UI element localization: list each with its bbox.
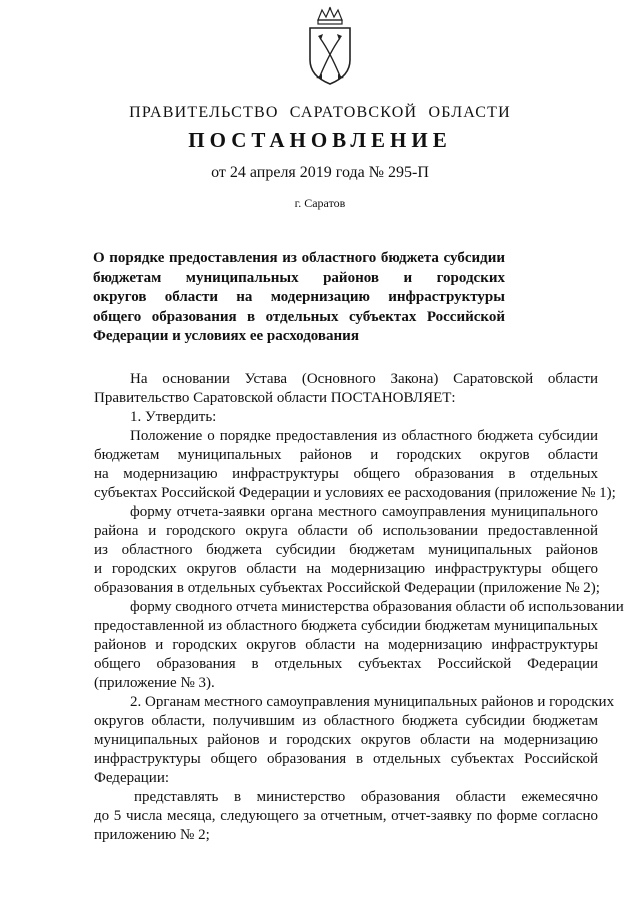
body-line: На основании Устава (Основного Закона) Саратовской области: [130, 371, 598, 387]
title-line: Федерации и условиях ее расходования: [93, 328, 359, 344]
body-line: предоставленной из областного бюджета субсидии бюджетам муниципальных: [94, 618, 598, 634]
document-type: ПОСТАНОВЛЕНИЕ: [188, 128, 452, 152]
body-line: на модернизацию инфраструктуры общего образования в отдельных: [94, 466, 598, 482]
body-line: общего образования в отдельных субъектах Российской Федерации: [94, 656, 598, 672]
body-line: форму отчета-заявки органа местного самоуправления муниципального: [130, 504, 598, 520]
title-line: О порядке предоставления из областного бюджета субсидии: [93, 250, 505, 266]
body-line: округов области, получившим из областного бюджета субсидии бюджетам: [94, 713, 598, 729]
coat-of-arms-emblem: [300, 6, 360, 88]
body-line: муниципальных районов и городских округов области на модернизацию: [94, 732, 598, 748]
body-line: до 5 числа месяца, следующего за отчетным, отчет-заявку по форме согласно: [94, 808, 598, 824]
document-title: [93, 249, 505, 347]
body-line: приложению № 2;: [94, 827, 210, 843]
body-line: субъектах Российской Федерации и условиях ее расходования (приложение № 1);: [94, 485, 616, 501]
body-line: из областного бюджета субсидии бюджетам муниципальных районов: [94, 542, 598, 558]
body-line: образования в отдельных субъектах Российской Федерации (приложение № 2);: [94, 580, 600, 596]
title-line: округов области на модернизацию инфраструктуры: [93, 289, 505, 305]
title-line: бюджетам муниципальных районов и городских: [93, 269, 505, 286]
document-body: [94, 370, 624, 845]
body-line: представлять в министерство образования области ежемесячно: [134, 789, 598, 805]
body-line: (приложение № 3).: [94, 675, 215, 691]
government-name: ПРАВИТЕЛЬСТВО САРАТОВСКОЙ ОБЛАСТИ: [129, 104, 511, 121]
body-line: 1. Утвердить:: [130, 409, 217, 425]
body-line: форму сводного отчета министерства образования области об использовании: [130, 599, 624, 615]
body-line: Федерации:: [94, 770, 170, 786]
body-line: района и городского округа области об использовании предоставленной: [94, 523, 598, 539]
title-line: общего образования в отдельных субъектах Российской: [93, 308, 505, 325]
body-line: бюджетам муниципальных районов и городских округов области: [94, 447, 598, 463]
body-line: Правительство Саратовской области ПОСТАНОВЛЯЕТ:: [94, 390, 456, 406]
body-line: и городских округов области на модернизацию инфраструктуры общего: [94, 561, 598, 577]
date-number: от 24 апреля 2019 года № 295-П: [211, 164, 429, 181]
city: г. Саратов: [294, 196, 346, 210]
body-line: районов и городских округов области на модернизацию инфраструктуры: [94, 637, 598, 653]
body-line: Положение о порядке предоставления из областного бюджета субсидии: [130, 428, 598, 444]
body-line: инфраструктуры общего образования в отдельных субъектах Российской: [94, 751, 598, 767]
body-line: 2. Органам местного самоуправления муниципальных районов и городских: [130, 694, 615, 710]
